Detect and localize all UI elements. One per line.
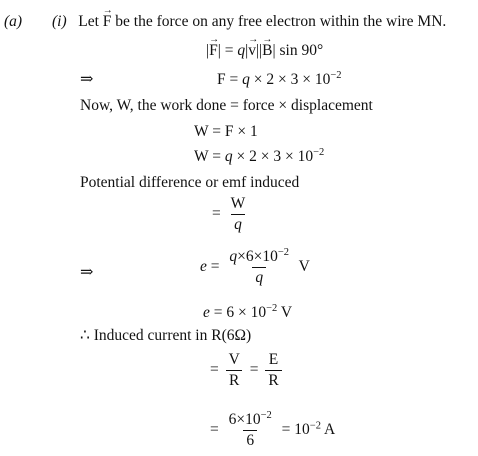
definition-text: be the force on any free electron within the wire MN. (115, 13, 447, 30)
implies-symbol-1: ⇒ (80, 71, 94, 88)
equation-emf-result: $e = 6 \times 10^{-2}$ V (203, 303, 293, 321)
let-text: Let (78, 13, 99, 30)
equation-emf-value: e = $\frac{q\times 6\times 10^{-2}}{q}$ V (200, 247, 310, 286)
fraction-emf: $\frac{q\times 6\times 10^{-2}}{q}$ (229, 247, 290, 286)
equation-current-ratio: = $\frac{V}{R}$ = $\frac{E}{R}$ (210, 351, 285, 390)
force-vector: → F (103, 13, 112, 31)
equation-emf-fraction: = $\frac{W}{q}$ (212, 195, 251, 234)
fraction-e-over-r: $\frac{E}{R}$ (265, 351, 281, 390)
implies-symbol-2: ⇒ (80, 264, 94, 281)
fraction-w-over-q: $\frac{W}{q}$ (230, 195, 246, 233)
fraction-v-over-r: $\frac{V}{R}$ (226, 351, 243, 390)
equation-current-result: = $\frac{6\times 10^{-2}}{6}$ = $10^{-2}$ A (210, 410, 336, 449)
line-definition (52, 13, 446, 31)
fraction-current: $\frac{6\times 10^{-2}}{6}$ (228, 410, 272, 449)
potential-difference-statement: Potential difference or emf induced (80, 174, 300, 191)
equation-force-value: $F = q \times 2 \times 3 \times 10^{-2}$ (217, 70, 342, 88)
induced-current-statement: ∴ Induced current in R(6Ω) (80, 327, 252, 344)
sub-label: (i) (52, 13, 67, 30)
equation-work-2: $W = q \times 2 \times 3 \times 10^{-2}$ (194, 147, 325, 165)
part-label: (a) (4, 13, 23, 30)
equation-force-magnitude: |→ F| = q|→ v||→ B| sin 90° (206, 42, 323, 60)
work-statement: Now, W, the work done = force × displacement (80, 97, 373, 114)
equation-work-1: W = F × 1 (194, 123, 258, 140)
